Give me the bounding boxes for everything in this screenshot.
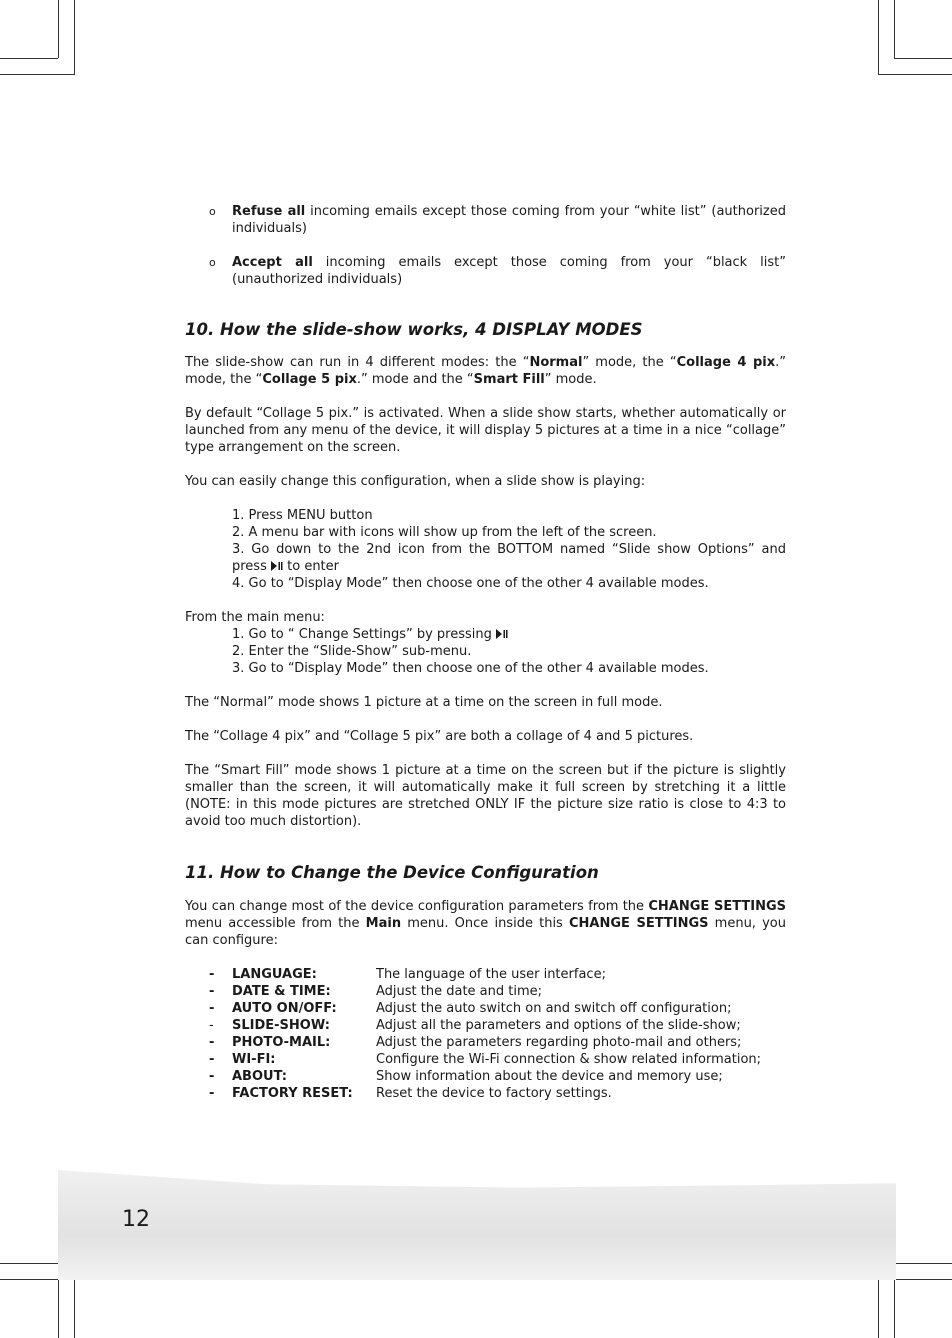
steps-list (185, 507, 786, 592)
play-pause-icon (271, 561, 283, 571)
config-item: - SLIDE-SHOW: Adjust all the parameters and options of the slide-show; (209, 1018, 741, 1033)
section-title: 10. How the slide-show works, 4 DISPLAY MODES (185, 320, 643, 339)
crop-mark (878, 0, 879, 75)
paragraph: The “Smart Fill” mode shows 1 picture at a time on the screen but if the picture is slightly smaller than the screen, it will automatically make it full screen by stretching it a little (NOTE: in this mode pictures are stretched ONLY IF the picture size ratio is close to 4:3 to avoid too much distortion). (185, 763, 786, 829)
section-title: 11. How to Change the Device Configuration (185, 863, 599, 882)
crop-mark (894, 0, 895, 58)
list-item: o Refuse all incoming emails except those coming from your “white list” (authorized individuals) (209, 204, 786, 236)
config-item: - PHOTO-MAIL: Adjust the parameters regarding photo-mail and others; (209, 1035, 742, 1050)
play-pause-icon (496, 629, 508, 639)
paragraph: You can change most of the device configuration parameters from the CHANGE SETTINGS menu accessible from the Main menu. Once inside this CHANGE SETTINGS menu, you can configure: (185, 899, 786, 948)
paragraph: By default “Collage 5 pix.” is activated. When a slide show starts, whether automatically or launched from any menu of the device, it will display 5 pictures at a time in a nice “collage” type arrangement on the screen. (185, 406, 786, 455)
footer-band (58, 1170, 896, 1280)
page-number: 12 (122, 1207, 150, 1232)
list-item: 4. Go to “Display Mode” then choose one of the other 4 available modes. (232, 576, 709, 591)
config-item: - DATE & TIME: Adjust the date and time; (209, 984, 543, 999)
config-item: - WI-FI: Configure the Wi-Fi connection & show related information; (209, 1052, 762, 1067)
crop-mark (894, 58, 952, 59)
steps-list (185, 626, 786, 677)
list-item: o Accept all incoming emails except those coming from your “black list” (unauthorized individuals) (209, 255, 786, 287)
paragraph: The slide-show can run in 4 different modes: the “Normal” mode, the “Collage 4 pix.” mode, the “Collage 5 pix.” mode and the “Smart Fill” mode. (185, 355, 787, 387)
list-item: 1. Go to “ Change Settings” by pressing (232, 626, 786, 643)
crop-mark (0, 74, 75, 75)
crop-mark (894, 1279, 952, 1280)
page-content (185, 203, 786, 1102)
paragraph: From the main menu: (185, 610, 325, 625)
list-item: 3. Go to “Display Mode” then choose one of the other 4 available modes. (232, 661, 709, 676)
crop-mark (74, 0, 75, 75)
config-item: - LANGUAGE: The language of the user interface; (209, 967, 606, 982)
paragraph: You can easily change this configuration, when a slide show is playing: (185, 474, 646, 489)
config-list (185, 966, 786, 1102)
list-item: 2. A menu bar with icons will show up from the left of the screen. (232, 525, 657, 540)
crop-mark (894, 1279, 895, 1338)
list-item: 2. Enter the “Slide-Show” sub-menu. (232, 644, 472, 659)
paragraph: The “Normal” mode shows 1 picture at a time on the screen in full mode. (185, 695, 663, 710)
crop-mark (58, 1279, 59, 1338)
config-item: - AUTO ON/OFF: Adjust the auto switch on and switch off configuration; (209, 1001, 732, 1016)
crop-mark (878, 74, 952, 75)
crop-mark (58, 0, 59, 58)
circle-bullet-icon: o (209, 205, 216, 218)
list-item: 1. Press MENU button (232, 508, 373, 523)
crop-mark (0, 58, 58, 59)
list-item: 3. Go down to the 2nd icon from the BOTTOM named “Slide show Options” and press to enter (232, 542, 786, 574)
config-item: - FACTORY RESET: Reset the device to factory settings. (209, 1086, 612, 1101)
config-item: - ABOUT: Show information about the device and memory use; (209, 1069, 723, 1084)
paragraph: The “Collage 4 pix” and “Collage 5 pix” are both a collage of 4 and 5 pictures. (185, 729, 694, 744)
crop-mark (0, 1279, 58, 1280)
circle-bullet-icon: o (209, 256, 216, 269)
